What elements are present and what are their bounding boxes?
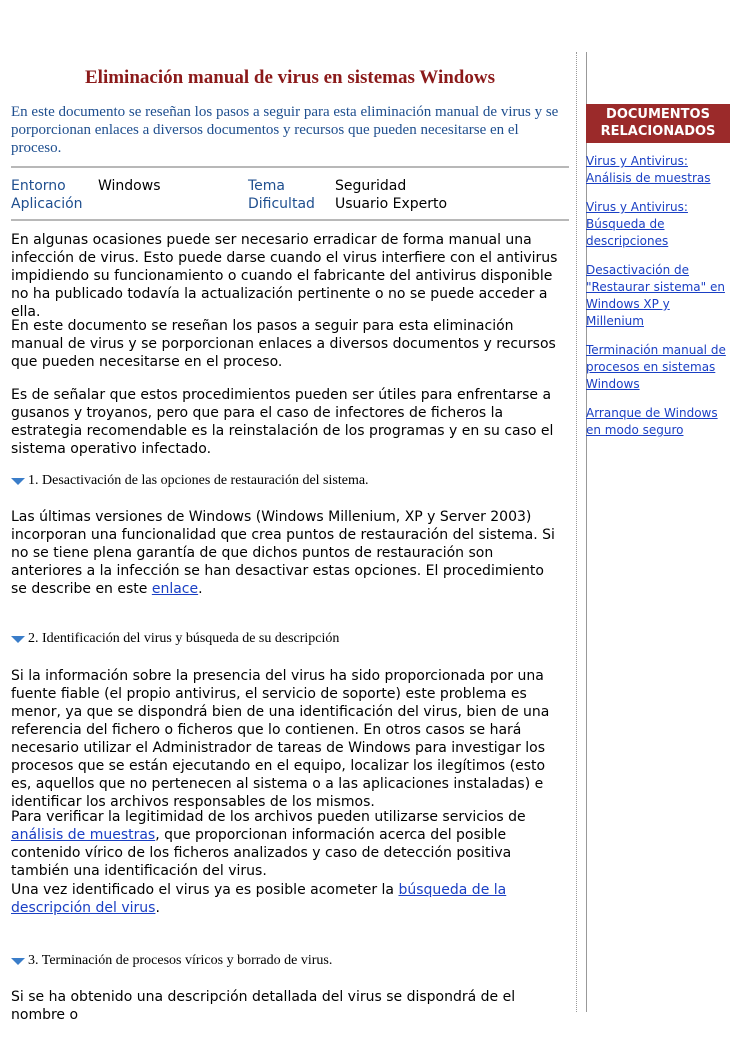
- section-3-heading[interactable]: [11, 952, 569, 970]
- expand-arrow-icon: [11, 478, 25, 485]
- sidebar-link-terminacion-procesos[interactable]: Terminación manual de procesos en sistemas Windows: [586, 343, 726, 391]
- tema-value: Seguridad: [335, 178, 407, 194]
- section-2-text-3: Una vez identificado el virus ya es posible acometer la búsqueda de la descripción del virus.: [11, 882, 507, 916]
- entorno-value: Windows: [98, 178, 161, 194]
- paragraph-1: En algunas ocasiones puede ser necesario erradicar de forma manual una infección de virus. Esto puede darse cuando el virus interfiere con el antivirus impidiendo su funcionamiento o cuando el fabricante del antivirus disponible no ha publicado todavía la actualización pertinente o no se puede acceder a ella.: [11, 232, 558, 320]
- sample-analysis-link[interactable]: análisis de muestras: [11, 827, 156, 843]
- divider-top: [11, 166, 569, 168]
- section-2-text-1: Si la información sobre la presencia del virus ha sido proporcionada por una fuente fiable (el propio antivirus, el servicio de soporte) este problema es menor, ya que se dispondrá bien de una identificación del virus, bien de una referencia del fichero o ficheros que lo contienen. En otros casos se hará necesario utilizar el Administrador de tareas de Windows para investigar los procesos que se están ejecutando en el equipo, localizar los ilegítimos (esto es, aquellos que no pertenecen al sistema o a las aplicaciones instaladas) e identificar los archivos responsables de los mismos.: [11, 668, 550, 810]
- sidebar-link-busqueda-descripciones[interactable]: Virus y Antivirus: Búsqueda de descripciones: [586, 200, 688, 248]
- entorno-label: Entorno: [11, 178, 66, 194]
- virus-description-link[interactable]: búsqueda de la descripción del virus: [11, 882, 507, 916]
- divider-meta: [11, 219, 569, 221]
- paragraph-3: Es de señalar que estos procedimientos pueden ser útiles para enfrentarse a gusanos y troyanos, pero que para el caso de infectores de ficheros la estrategia recomendable es la reinstalación de los programas y en su caso el sistema operativo infectado.: [11, 387, 554, 457]
- section-2-heading[interactable]: [11, 630, 569, 648]
- sidebar-heading: DOCUMENTOS RELACIONADOS: [586, 104, 730, 143]
- sidebar-links: [586, 153, 730, 439]
- column-divider-dotted: [576, 52, 577, 1012]
- tema-label: Tema: [248, 178, 286, 194]
- restore-link[interactable]: enlace: [151, 581, 199, 597]
- section-1-text: Las últimas versiones de Windows (Windows Millenium, XP y Server 2003) incorporan una funcionalidad que crea puntos de restauración del sistema. Si no se tiene plena garantía de que dichos puntos de restauración son anteriores a la infección se han desactivar estas opciones. El procedimiento se describe en este enlace.: [11, 509, 555, 597]
- expand-arrow-icon: [11, 636, 25, 643]
- aplicacion-label: Aplicación: [11, 196, 83, 212]
- section-1-heading[interactable]: [11, 472, 569, 490]
- paragraph-2: En este documento se reseñan los pasos a seguir para esta eliminación manual de virus y se porporcionan enlaces a diversos documentos y recursos que pueden necesitarse en el proceso.: [11, 318, 556, 370]
- related-documents-sidebar: [586, 104, 730, 451]
- dificultad-label: Dificultad: [248, 196, 315, 212]
- sidebar-link-modo-seguro[interactable]: Arranque de Windows en modo seguro: [586, 406, 718, 437]
- expand-arrow-icon: [11, 958, 25, 965]
- dificultad-value: Usuario Experto: [335, 196, 448, 212]
- sidebar-link-analisis-muestras[interactable]: Virus y Antivirus: Análisis de muestras: [586, 154, 711, 185]
- section-3-title: 3. Terminación de procesos víricos y borrado de virus.: [28, 953, 333, 968]
- section-1-title: 1. Desactivación de las opciones de restauración del sistema.: [28, 473, 369, 488]
- intro-summary: En este documento se reseñan los pasos a seguir para esta eliminación manual de virus y se porporcionan enlaces a diversos documentos y recursos que pueden necesitarse en el proceso.: [11, 104, 559, 156]
- page-title: Eliminación manual de virus en sistemas Windows: [85, 67, 495, 88]
- section-3-text: Si se ha obtenido una descripción detallada del virus se dispondrá de el nombre o: [11, 989, 516, 1023]
- section-2-title: 2. Identificación del virus y búsqueda de su descripción: [28, 631, 340, 646]
- sidebar-link-restaurar-sistema[interactable]: Desactivación de "Restaurar sistema" en Windows XP y Millenium: [586, 263, 725, 328]
- section-2-text-2: Para verificar la legitimidad de los archivos pueden utilizarse servicios de análisis de muestras, que proporcionan información acerca del posible contenido vírico de los ficheros analizados y caso de detección positiva también una identificación del virus.: [11, 809, 526, 879]
